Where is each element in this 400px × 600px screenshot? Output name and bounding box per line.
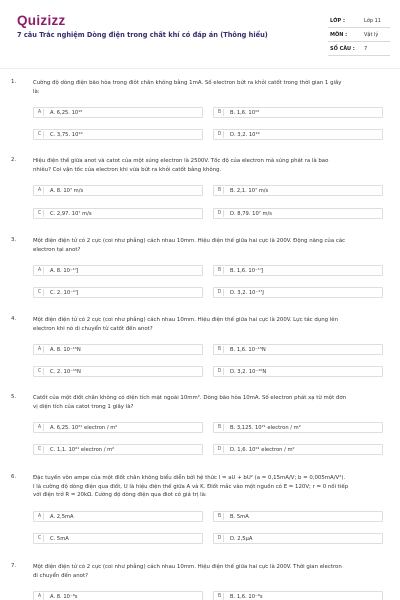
option-c[interactable] bbox=[33, 444, 203, 455]
option-text: A. 8. 10⁻¹⁵N bbox=[50, 347, 81, 353]
option-text: A. 8. 10⁻⁹s bbox=[50, 594, 78, 600]
question-line: đi chuyển đến anot? bbox=[33, 572, 88, 579]
option-c[interactable] bbox=[33, 129, 203, 140]
question-number: 3. bbox=[11, 237, 17, 243]
option-text: D. 3,2. 10⁻¹⁵N bbox=[230, 369, 267, 375]
option-text: C. 1,1. 10²¹ electron / m² bbox=[50, 447, 115, 453]
question-text bbox=[33, 563, 393, 580]
option-text: C. 3,75. 10¹⁹ bbox=[50, 132, 83, 138]
meta-panel bbox=[328, 14, 390, 56]
option-letter: C bbox=[36, 535, 44, 542]
question-line: electron tại anot? bbox=[33, 246, 81, 253]
option-text: C. 2. 10⁻¹⁵N bbox=[50, 369, 81, 375]
option-letter: C bbox=[36, 210, 44, 217]
question-line: Cường độ dòng điện bão hòa trong điôt chân không bằng 1mA. Số electron bứt ra khỏi catốt trong thời gian 1 giây bbox=[33, 80, 342, 86]
question-number: 4. bbox=[11, 316, 17, 322]
option-text: B. 1,6. 10⁻⁹s bbox=[230, 594, 263, 600]
option-a[interactable] bbox=[33, 344, 203, 355]
option-text: D. 2,5μA bbox=[230, 536, 253, 542]
meta-key: MÔN : bbox=[330, 32, 348, 38]
header-divider bbox=[0, 68, 400, 69]
option-letter: A bbox=[36, 346, 44, 353]
question-text bbox=[33, 237, 393, 254]
option-text: B. 1,6. 10⁻¹⁵N bbox=[230, 347, 266, 353]
option-text: D. 3,2. 10⁻¹⁷J bbox=[230, 290, 264, 296]
option-letter: C bbox=[36, 131, 44, 138]
option-d[interactable] bbox=[213, 533, 383, 544]
meta-value: Vật lý bbox=[364, 32, 379, 38]
option-text: B. 1,6. 10⁻¹⁷J bbox=[230, 268, 264, 274]
option-a[interactable] bbox=[33, 185, 203, 196]
option-letter: C bbox=[36, 289, 44, 296]
option-text: D. 8,79. 10⁷ m/s bbox=[230, 211, 272, 217]
question-line: Một điện điện tử có 2 cực (coi như phẳng) cách nhau 10mm. Hiệu điện thế giữa hai cực là 200V. Lực tác dụng lên bbox=[33, 317, 338, 323]
page-title: 7 câu Trắc nghiệm Dòng điện trong chất khí có đáp án (Thông hiểu) bbox=[17, 31, 268, 39]
question-line: Catốt của một điốt chân không có diện tích mặt ngoài 10mm². Dòng bão hòa 10mA. Số electron phát xạ từ một đơn bbox=[33, 395, 347, 401]
question-text bbox=[33, 157, 393, 174]
option-letter: A bbox=[36, 513, 44, 520]
option-text: C. 5mA bbox=[50, 536, 69, 542]
option-letter: B bbox=[216, 424, 224, 431]
option-d[interactable] bbox=[213, 129, 383, 140]
option-letter: D bbox=[216, 446, 224, 453]
meta-key: LỚP : bbox=[330, 18, 345, 24]
option-text: A. 2,5mA bbox=[50, 514, 74, 520]
option-text: B. 2,1. 10⁷ m/s bbox=[230, 188, 269, 194]
option-b[interactable] bbox=[213, 265, 383, 276]
option-text: C. 2,97. 10⁷ m/s bbox=[50, 211, 92, 217]
option-letter: D bbox=[216, 289, 224, 296]
option-text: B. 1,6. 10¹⁵ bbox=[230, 110, 260, 116]
question-line: với điện trở R = 20kΩ. Cường độ dòng điện qua điot có giá trị là: bbox=[33, 492, 207, 499]
question-line: Một điện điện tử có 2 cực (coi như phẳng) cách nhau 10mm. Hiệu điện thế giữa hai cực là 200V. Động năng của các bbox=[33, 238, 346, 244]
question-number: 1. bbox=[11, 79, 17, 85]
question-line: vị diện tích của catot trong 1 giây là? bbox=[33, 403, 134, 410]
option-a[interactable] bbox=[33, 591, 203, 600]
option-a[interactable] bbox=[33, 107, 203, 118]
option-letter: A bbox=[36, 109, 44, 116]
option-d[interactable] bbox=[213, 208, 383, 219]
question-text bbox=[33, 394, 393, 411]
quizizz-logo: Quizizz bbox=[17, 13, 66, 28]
option-text: D. 3,2. 10¹⁹ bbox=[230, 132, 260, 138]
question-line: Đặc tuyến vôn ampe của một điốt chân không biểu diễn bởi hệ thức I = aU + bU² (a = 0,15mA/V; b = 0,005mA/V²). bbox=[33, 475, 346, 481]
option-letter: D bbox=[216, 368, 224, 375]
option-letter: B bbox=[216, 513, 224, 520]
option-text: B. 5mA bbox=[230, 514, 249, 520]
question-line: electron khi nó di chuyển từ catốt đến anot? bbox=[33, 325, 153, 332]
question-line: Hiệu điện thế giữa anot và catot của một súng electron là 2500V. Tốc độ của electron mà súng phát ra là bao bbox=[33, 158, 329, 164]
question-number: 2. bbox=[11, 157, 17, 163]
question-line: là: bbox=[33, 88, 40, 95]
worksheet-header bbox=[0, 0, 400, 64]
option-text: A. 6,25. 10²¹ electron / m² bbox=[50, 425, 118, 431]
meta-key: SỐ CÂU : bbox=[330, 46, 355, 52]
question-text bbox=[33, 474, 393, 500]
question-line: Một điện điện tử có 2 cực (coi như phẳng) cách nhau 10mm. Hiệu điện thế giữa hai cực là 200V. Thời gian electron bbox=[33, 564, 342, 570]
option-letter: D bbox=[216, 131, 224, 138]
option-letter: A bbox=[36, 424, 44, 431]
meta-value: Lớp 11 bbox=[364, 18, 381, 24]
option-text: A. 8. 10⁷ m/s bbox=[50, 188, 84, 194]
option-text: C. 2. 10⁻¹⁷J bbox=[50, 290, 79, 296]
option-letter: B bbox=[216, 593, 224, 600]
option-c[interactable] bbox=[33, 366, 203, 377]
option-letter: B bbox=[216, 267, 224, 274]
option-d[interactable] bbox=[213, 444, 383, 455]
option-b[interactable] bbox=[213, 511, 383, 522]
option-d[interactable] bbox=[213, 287, 383, 298]
question-number: 5. bbox=[11, 394, 17, 400]
option-b[interactable] bbox=[213, 344, 383, 355]
meta-row-count bbox=[328, 42, 390, 56]
option-text: B. 3,125. 10²¹ electron / m² bbox=[230, 425, 301, 431]
option-letter: C bbox=[36, 446, 44, 453]
question-text bbox=[33, 79, 393, 96]
option-letter: A bbox=[36, 187, 44, 194]
option-a[interactable] bbox=[33, 422, 203, 433]
option-b[interactable] bbox=[213, 591, 383, 600]
option-d[interactable] bbox=[213, 366, 383, 377]
meta-row-subject bbox=[328, 28, 390, 42]
option-letter: A bbox=[36, 267, 44, 274]
option-letter: A bbox=[36, 593, 44, 600]
option-b[interactable] bbox=[213, 107, 383, 118]
option-c[interactable] bbox=[33, 533, 203, 544]
option-a[interactable] bbox=[33, 265, 203, 276]
question-line: I là cường độ dòng điện qua điốt, U là hiệu điện thế giữa A và K. Điốt mắc vào một nguồn có E = 120V; r = 0 nối tiếp bbox=[33, 483, 349, 490]
option-letter: B bbox=[216, 109, 224, 116]
option-b[interactable] bbox=[213, 185, 383, 196]
option-text: A. 8. 10⁻¹⁷J bbox=[50, 268, 79, 274]
question-number: 6. bbox=[11, 474, 17, 480]
meta-row-grade bbox=[328, 14, 390, 28]
option-letter: C bbox=[36, 368, 44, 375]
option-letter: B bbox=[216, 346, 224, 353]
option-letter: B bbox=[216, 187, 224, 194]
option-b[interactable] bbox=[213, 422, 383, 433]
option-c[interactable] bbox=[33, 208, 203, 219]
option-text: D. 1,6. 10²¹ electron / m² bbox=[230, 447, 295, 453]
question-line: nhiêu? Coi vận tốc của electron khi vừa bứt ra khỏi catốt bằng không. bbox=[33, 166, 222, 173]
option-a[interactable] bbox=[33, 511, 203, 522]
option-letter: D bbox=[216, 210, 224, 217]
question-number: 7. bbox=[11, 563, 17, 569]
option-letter: D bbox=[216, 535, 224, 542]
question-text bbox=[33, 316, 393, 333]
option-text: A. 6,25. 10¹⁵ bbox=[50, 110, 83, 116]
meta-value: 7 bbox=[364, 46, 368, 52]
option-c[interactable] bbox=[33, 287, 203, 298]
